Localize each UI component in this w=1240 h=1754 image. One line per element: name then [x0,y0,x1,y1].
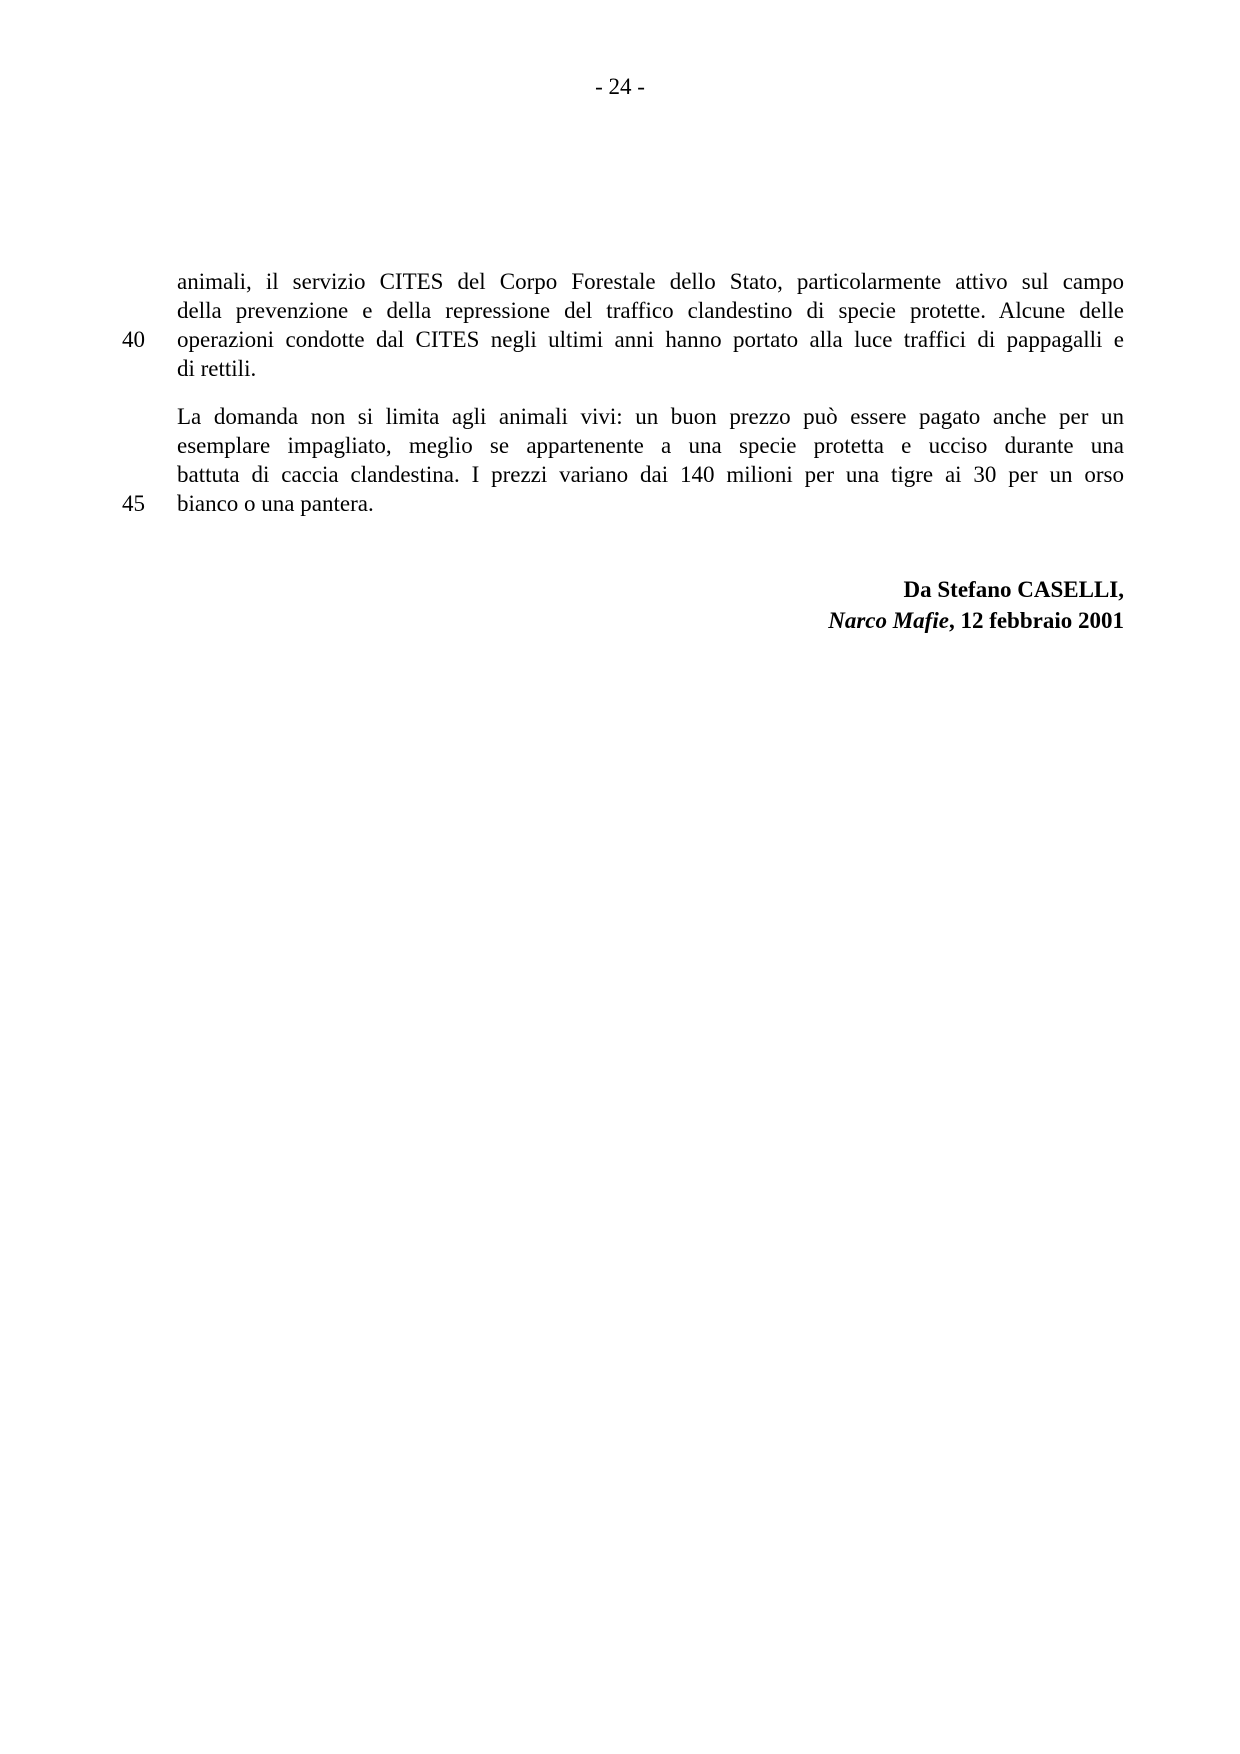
text-line: di rettili. [177,356,257,381]
text-line: bianco o una pantera. [177,491,374,516]
source-title: Narco Mafie [828,608,949,633]
source-attribution [828,574,1124,636]
text-line: battuta di caccia clandestina. I prezzi variano dai 140 milioni per una tigre ai 30 per un orso [177,462,1124,487]
paragraph-cites [177,267,1124,383]
page-number: - 24 - [595,74,645,99]
text-line: della prevenzione e della repressione del traffico clandestino di specie protette. Alcune delle [177,298,1124,323]
text-line: esemplare impagliato, meglio se appartenente a una specie protetta e ucciso durante una [177,433,1124,458]
source-date: , 12 febbraio 2001 [948,608,1124,633]
text-line: animali, il servizio CITES del Corpo Forestale dello Stato, particolarmente attivo sul campo [177,269,1124,294]
paragraph-prices [177,402,1124,518]
line-number-40: 40 [122,327,145,352]
source-line [828,605,1124,636]
text-line: operazioni condotte dal CITES negli ultimi anni hanno portato alla luce traffici di pappagalli e [177,327,1124,352]
text-line: La domanda non si limita agli animali vivi: un buon prezzo può essere pagato anche per un [177,404,1124,429]
line-number-45: 45 [122,491,145,516]
author-line: Da Stefano CASELLI, [903,577,1124,602]
